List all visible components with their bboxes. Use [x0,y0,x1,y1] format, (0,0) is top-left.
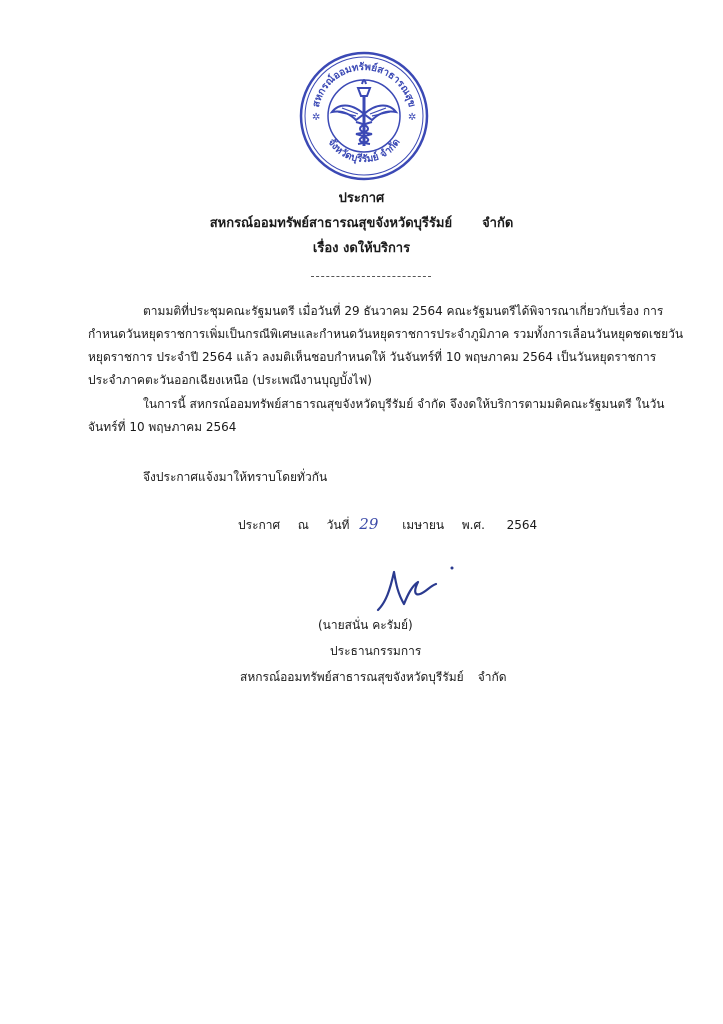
signatory-org-name: สหกรณ์ออมทรัพย์สาธารณสุขจังหวัดบุรีรัมย์ [240,670,464,684]
announcement-subject: เรื่อง งดให้บริการ [312,241,411,256]
signatory-org-suffix: จำกัด [477,670,507,684]
announcement-org-name: สหกรณ์ออมทรัพย์สาธารณสุขจังหวัดบุรีรัมย์ [209,216,453,231]
announcement-org [0,211,723,236]
signatory-name: (นายสนั่น คะรัมย์) [318,618,413,632]
seal-text-bottom: จังหวัดบุรีรัมย์ จำกัด [325,136,403,166]
svg-text:✲: ✲ [312,112,321,123]
signatory-org [240,664,507,690]
date-day-label: วันที่ [326,518,350,532]
announcement-date-line [238,512,537,537]
seal-text-top: สหกรณ์ออมทรัพย์สาธารณสุข [310,61,418,109]
date-year: 2564 [506,518,538,532]
date-day-handwritten: 29 [359,515,379,533]
cooperative-seal-icon [298,50,430,182]
date-month: เมษายน [402,518,445,532]
date-at-word: ณ [297,518,309,532]
signatory-position: ประธานกรรมการ [330,644,422,658]
date-era: พ.ศ. [461,518,485,532]
body-paragraph-2: ในการนี้ สหกรณ์ออมทรัพย์สาธารณสุขจังหวัดบุรีรัมย์ จำกัด จึงงดให้บริการตามมติคณะรัฐมนตรี ในวันจันทร์ที่ 10 พฤษภาคม 2564 [88,397,665,434]
svg-text:✲: ✲ [408,112,417,123]
announcement-org-suffix: จำกัด [482,216,514,231]
date-announce-word: ประกาศ [238,518,281,532]
header-divider [311,276,431,277]
announcement-header [0,186,723,261]
body-paragraph-3: จึงประกาศแจ้งมาให้ทราบโดยทั่วกัน [143,470,328,484]
handwritten-signature-icon [368,560,458,620]
announcement-title: ประกาศ [338,191,385,206]
body-paragraph-1: ตามมติที่ประชุมคณะรัฐมนตรี เมื่อวันที่ 29 ธันวาคม 2564 คณะรัฐมนตรีได้พิจารณาเกี่ยวกับเรื่อง การกำหนดวันหยุดราชการเพิ่มเป็นกรณีพิเศษและกำหนดวันหยุดราชการประจำภูมิภาค รวมทั้งการเลื่อนวันหยุดชดเชยวันหยุดราชการ ประจำปี 2564 แล้ว ลงมติเห็นชอบกำหนดให้ วันจันทร์ที่ 10 พฤษภาคม 2564 เป็นวันหยุดราชการประจำภาคตะวันออกเฉียงเหนือ (ประเพณีงานบุญบั้งไฟ) [88,304,684,387]
